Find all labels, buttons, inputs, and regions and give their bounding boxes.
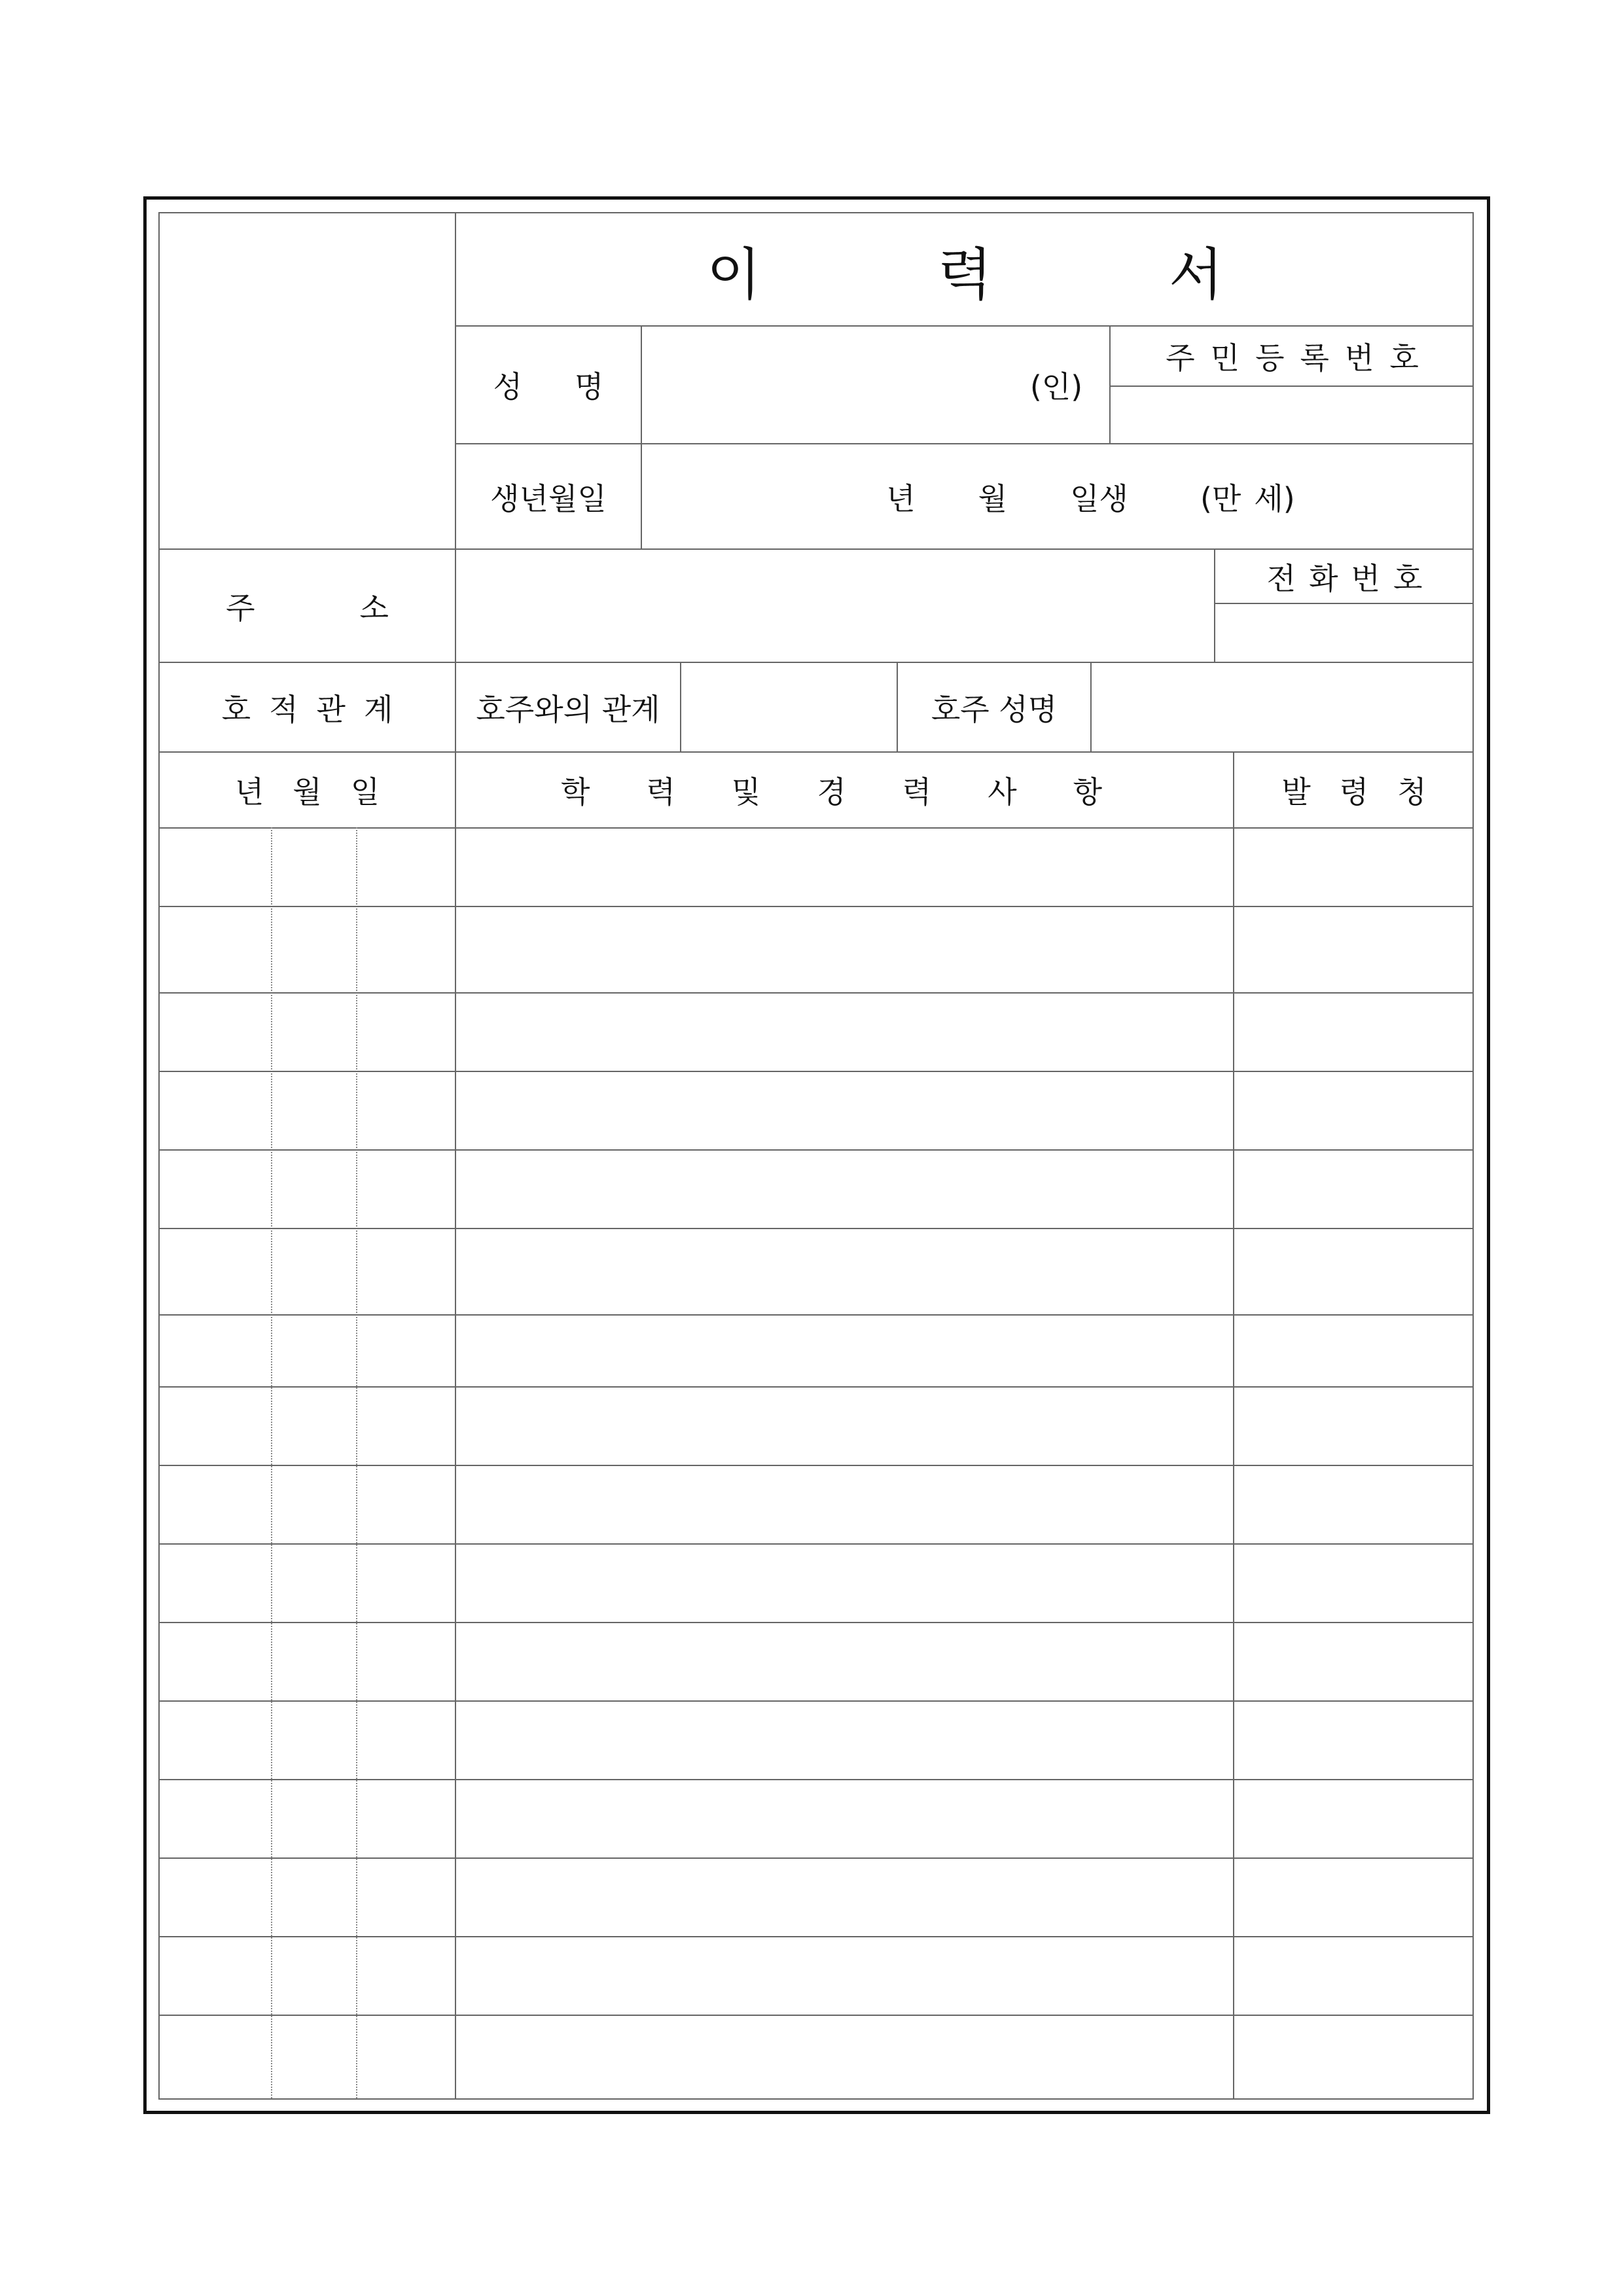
history-day-cell[interactable]: [357, 1623, 455, 1700]
history-year-cell[interactable]: [160, 1151, 271, 1228]
history-day-cell[interactable]: [357, 1466, 455, 1543]
history-year-cell[interactable]: [160, 1623, 271, 1700]
history-day-cell[interactable]: [357, 1702, 455, 1779]
history-month-cell[interactable]: [272, 1702, 356, 1779]
history-content-cell[interactable]: [456, 1316, 1233, 1386]
history-year-cell[interactable]: [160, 1388, 271, 1465]
history-issuer-cell[interactable]: [1234, 829, 1474, 906]
history-content-cell[interactable]: [456, 1623, 1233, 1700]
history-content-cell[interactable]: [456, 1780, 1233, 1857]
household-head-name-field[interactable]: [1092, 663, 1474, 751]
birth-date-label: 생년월일: [490, 480, 607, 516]
relation-to-head-field[interactable]: [681, 663, 897, 751]
history-content-cell[interactable]: [456, 1702, 1233, 1779]
history-content-cell[interactable]: [456, 907, 1233, 992]
issuer-column-header: 발 령 청: [1281, 774, 1427, 810]
history-day-cell[interactable]: [357, 907, 455, 992]
history-day-cell[interactable]: [357, 1229, 455, 1314]
history-issuer-cell[interactable]: [1234, 907, 1474, 992]
history-year-cell[interactable]: [160, 1937, 271, 2015]
history-issuer-cell[interactable]: [1234, 1859, 1474, 1936]
history-month-cell[interactable]: [272, 1937, 356, 2015]
history-issuer-cell[interactable]: [1234, 1316, 1474, 1386]
history-year-cell[interactable]: [160, 1316, 271, 1386]
history-day-cell[interactable]: [357, 1859, 455, 1936]
history-year-cell[interactable]: [160, 1466, 271, 1543]
history-month-cell[interactable]: [272, 1466, 356, 1543]
history-day-cell[interactable]: [357, 994, 455, 1071]
history-content-cell[interactable]: [456, 1466, 1233, 1543]
photo-area[interactable]: [160, 213, 456, 548]
history-issuer-cell[interactable]: [1234, 1151, 1474, 1228]
history-content-cell[interactable]: [456, 1072, 1233, 1149]
history-year-cell[interactable]: [160, 994, 271, 1071]
page-title: 이 력 서: [706, 242, 1224, 308]
history-content-cell[interactable]: [456, 1388, 1233, 1465]
history-month-cell[interactable]: [272, 829, 356, 906]
history-month-cell[interactable]: [272, 994, 356, 1071]
history-content-cell[interactable]: [456, 1859, 1233, 1936]
history-issuer-cell[interactable]: [1234, 1388, 1474, 1465]
history-issuer-cell[interactable]: [1234, 1623, 1474, 1700]
history-issuer-cell[interactable]: [1234, 1466, 1474, 1543]
address-field[interactable]: [456, 550, 1214, 662]
history-year-cell[interactable]: [160, 1702, 271, 1779]
history-month-cell[interactable]: [272, 1545, 356, 1622]
history-day-cell[interactable]: [357, 2016, 455, 2098]
history-day-cell[interactable]: [357, 1545, 455, 1622]
history-year-cell[interactable]: [160, 1072, 271, 1149]
family-register-label: 호 적 관 계: [221, 691, 393, 727]
history-content-cell[interactable]: [456, 994, 1233, 1071]
history-issuer-cell[interactable]: [1234, 1702, 1474, 1779]
phone-label: 전 화 번 호: [1266, 560, 1423, 596]
history-issuer-cell[interactable]: [1234, 1780, 1474, 1857]
resident-id-label: 주 민 등 록 번 호: [1166, 340, 1419, 376]
history-year-cell[interactable]: [160, 1780, 271, 1857]
history-content-cell[interactable]: [456, 1545, 1233, 1622]
resident-id-field[interactable]: [1111, 387, 1474, 443]
history-day-cell[interactable]: [357, 1780, 455, 1857]
history-month-cell[interactable]: [272, 1623, 356, 1700]
history-content-cell[interactable]: [456, 829, 1233, 906]
history-month-cell[interactable]: [272, 1859, 356, 1936]
history-month-cell[interactable]: [272, 1151, 356, 1228]
history-issuer-cell[interactable]: [1234, 1229, 1474, 1314]
phone-field[interactable]: [1215, 604, 1474, 662]
history-day-cell[interactable]: [357, 1388, 455, 1465]
history-year-cell[interactable]: [160, 1859, 271, 1936]
history-issuer-cell[interactable]: [1234, 2016, 1474, 2098]
history-year-cell[interactable]: [160, 907, 271, 992]
history-issuer-cell[interactable]: [1234, 1545, 1474, 1622]
history-column-header: 학 력 및 경 력 사 항: [561, 774, 1103, 810]
resume-form: [158, 212, 1474, 2100]
history-content-cell[interactable]: [456, 2016, 1233, 2098]
name-label: 성 명: [493, 369, 604, 404]
history-month-cell[interactable]: [272, 1316, 356, 1386]
seal-mark: (인): [1029, 369, 1083, 404]
history-day-cell[interactable]: [357, 1151, 455, 1228]
history-day-cell[interactable]: [357, 1937, 455, 2015]
household-head-name-label: 호주 성명: [931, 691, 1058, 727]
history-issuer-cell[interactable]: [1234, 1072, 1474, 1149]
history-issuer-cell[interactable]: [1234, 994, 1474, 1071]
address-label: 주 소: [226, 590, 389, 626]
history-month-cell[interactable]: [272, 1780, 356, 1857]
history-content-cell[interactable]: [456, 1229, 1233, 1314]
history-month-cell[interactable]: [272, 1072, 356, 1149]
history-year-cell[interactable]: [160, 829, 271, 906]
history-issuer-cell[interactable]: [1234, 1937, 1474, 2015]
history-day-cell[interactable]: [357, 1316, 455, 1386]
history-month-cell[interactable]: [272, 907, 356, 992]
history-year-cell[interactable]: [160, 1229, 271, 1314]
relation-to-head-label: 호주와의 관계: [476, 691, 660, 727]
history-year-cell[interactable]: [160, 1545, 271, 1622]
date-column-header: 년 월 일: [234, 774, 380, 810]
history-month-cell[interactable]: [272, 1229, 356, 1314]
history-month-cell[interactable]: [272, 1388, 356, 1465]
birth-date-field[interactable]: 년 월 일생 (만 세): [886, 480, 1295, 516]
history-content-cell[interactable]: [456, 1937, 1233, 2015]
history-year-cell[interactable]: [160, 2016, 271, 2098]
history-month-cell[interactable]: [272, 2016, 356, 2098]
history-day-cell[interactable]: [357, 1072, 455, 1149]
history-content-cell[interactable]: [456, 1151, 1233, 1228]
history-day-cell[interactable]: [357, 829, 455, 906]
